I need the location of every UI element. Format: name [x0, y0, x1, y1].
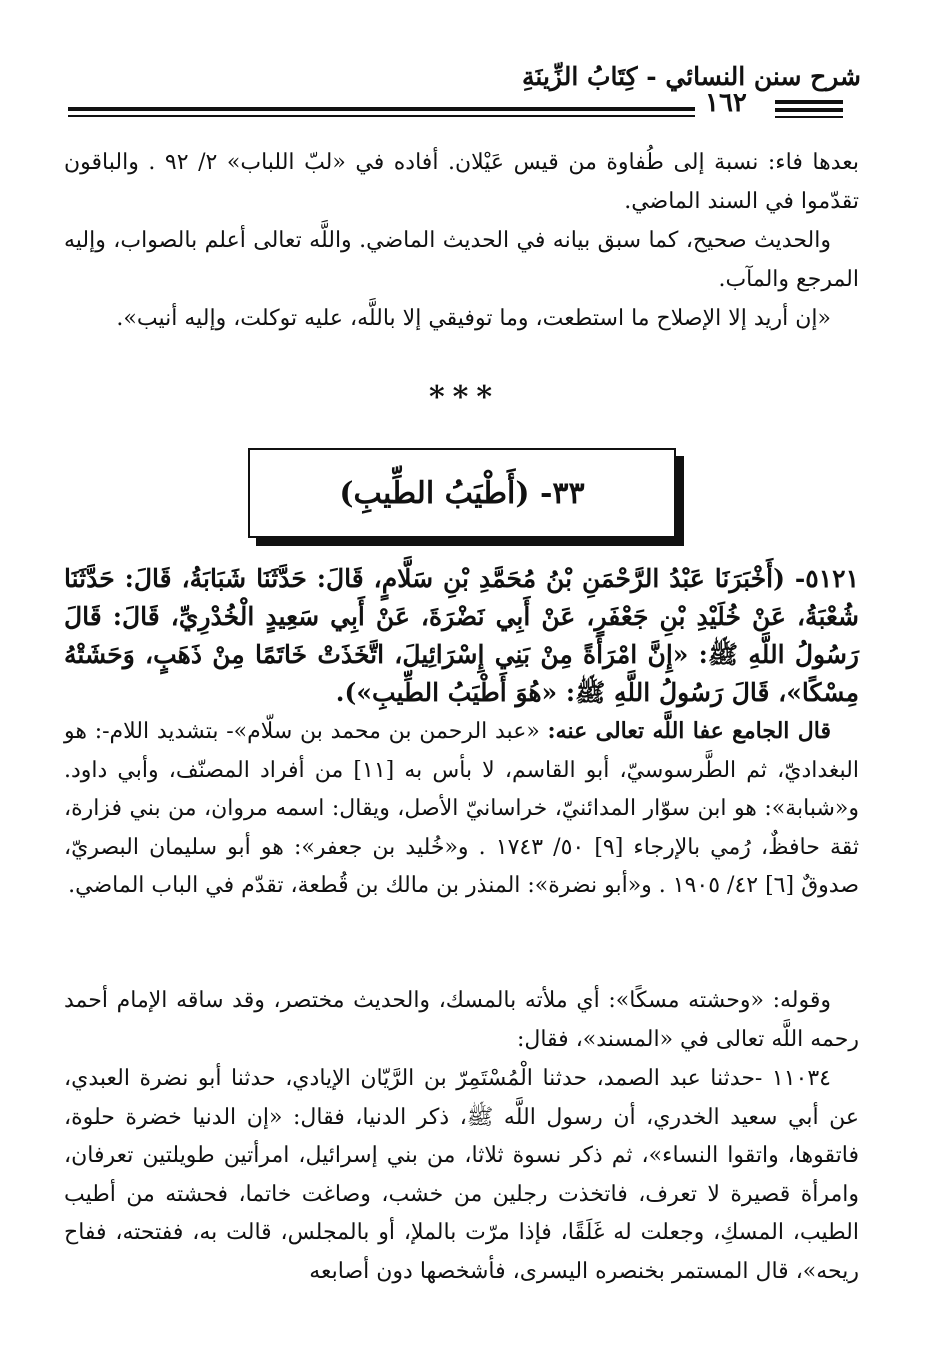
chapter-title-box [248, 448, 676, 538]
intro-paragraph-3: «إن أريد إلا الإصلاح ما استطعت، وما توفيقي إلا باللَّه، عليه توكلت، وإليه أنيب». [116, 306, 831, 331]
header-rule [68, 107, 695, 111]
page-number-rule [775, 108, 843, 112]
page-number-rule [775, 100, 843, 104]
intro-paragraph-2: والحديث صحيح، كما سبق بيانه في الحديث الماضي. واللَّه تعالى أعلم بالصواب، وإليه المرجع والمآب. [64, 228, 859, 292]
running-header-title: شرح سنن النسائي - كِتَابُ الزِّينَةِ [522, 62, 861, 91]
commentary-lead: قال الجامع عفا اللَّه تعالى عنه: [547, 718, 832, 744]
page-number-rule [775, 116, 843, 118]
commentary-paragraph-1 [64, 712, 859, 906]
section-separator: *** [428, 380, 501, 415]
commentary-text: «عبد الرحمن بن محمد بن سلّام»- بتشديد اللام-: هو البغداديّ، ثم الطَّرسوسيّ، أبو القاسم، لا بأس به [١١] من أفراد المصنّف، وأبي داود. و«شبابة»: هو ابن سوّار المدائنيّ، خراسانيّ الأصل، ويقال: اسمه مروان، من بني فزارة، ثقة حافظٌ، رُمي بالإرجاء [٩] ٥٠/ ١٧٤٣ . و«خُليد بن جعفر»: هو أبو سليمان البصريّ، صدوقٌ [٦] ٤٢/ ١٩٠٥ . و«أبو نضرة»: المنذر بن مالك بن قُطعة، تقدّم في الباب الماضي. [64, 719, 860, 898]
commentary-paragraph-2: وقوله: «وحشته مسكًا»: أي ملأته بالمسك، والحديث مختصر، وقد ساقه الإمام أحمد رحمه اللَّه تعالى في «المسند»، فقال: [64, 988, 859, 1052]
intro-paragraph-1: بعدها فاء: نسبة إلى طُفاوة من قيس عَيْلان. أفاده في «لبّ اللباب» ٢/ ٩٢ . والباقون تقدّموا في السند الماضي. [64, 150, 859, 214]
chapter-title: ٣٣- (أَطْيَبُ الطِّيبِ) [339, 475, 585, 511]
hadith-text: ٥١٢١- (أَخْبَرَنَا عَبْدُ الرَّحْمَنِ بْنُ مُحَمَّدِ بْنِ سَلَّامٍ، قَالَ: حَدَّثَنَا شَبَابَةُ، قَالَ: حَدَّثَنَا شُعْبَةُ، عَنْ خُلَيْدِ بْنِ جَعْفَرٍ، عَنْ أَبِي نَضْرَةَ، عَنْ أَبِي سَعِيدٍ الْخُدْرِيِّ، قَالَ: قَالَ رَسُولُ اللَّهِ ﷺ: «إِنَّ امْرَأَةً مِنْ بَنِي إِسْرَائِيلَ، اتَّخَذَتْ خَاتَمًا مِنْ ذَهَبٍ، وَحَشَتْهُ مِسْكًا»، قَالَ رَسُولُ اللَّهِ ﷺ: «هُوَ أَطْيَبُ الطِّيبِ»). [64, 564, 859, 707]
page-number: ١٦٢ [705, 88, 747, 118]
commentary-paragraph-3: ١١٠٣٤ -حدثنا عبد الصمد، حدثنا الْمُسْتَمِرّ بن الرَّيّان الإيادي، حدثنا أبو نضرة العبدي، عن أبي سعيد الخدري، أن رسول اللَّه ﷺ، ذكر الدنيا، فقال: «إن الدنيا خضرة حلوة، فاتقوها، واتقوا النساء»، ثم ذكر نسوة ثلاثا، من بني إسرائيل، امرأتين طويلتين تعرفان، وامرأة قصيرة لا تعرف، فاتخذت رجلين من خشب، وصاغت خاتما، فحشته من أطيب الطيب، المسكِ، وجعلت له غَلَقًا، فإذا مرّت بالملإ، أو بالمجلس، قالت به، ففتحته، ففاح ريحه»، قال المستمر بخنصره اليسرى، فأشخصها دون أصابعه [64, 1066, 859, 1284]
header-rule-thin [68, 115, 695, 117]
